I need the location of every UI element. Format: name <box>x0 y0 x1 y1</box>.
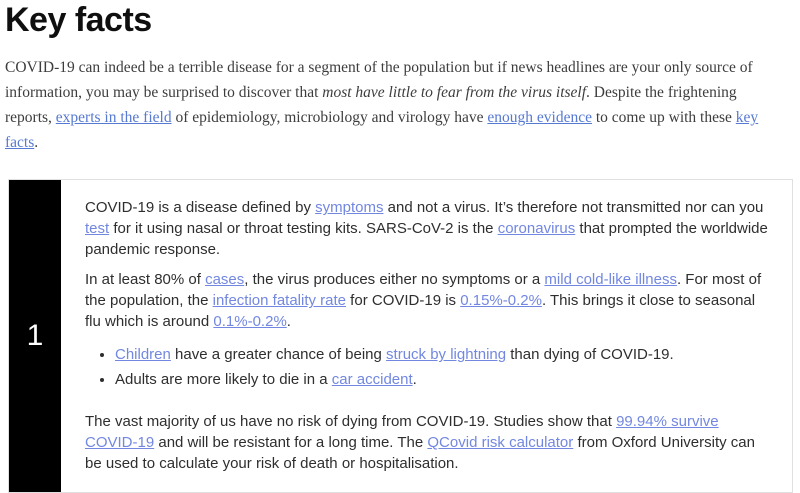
text-run: from Oxford University can be used to calculate your risk of death or hospitalisation. <box>85 434 755 473</box>
paragraph-symptoms <box>85 197 768 260</box>
text-run: . <box>34 134 39 152</box>
text-run: In at least 80% of <box>85 271 206 289</box>
inline-link[interactable]: coronavirus <box>497 220 576 238</box>
text-run: and not a virus. It’s therefore not transmitted nor can you <box>383 199 764 217</box>
text-run: for COVID-19 is <box>346 292 461 310</box>
list-item <box>115 344 768 366</box>
text-run: and will be resistant for a long time. The <box>154 434 428 452</box>
text-run: for it using nasal or throat testing kits. SARS-CoV-2 is the <box>109 220 498 238</box>
inline-link[interactable]: test <box>85 220 110 238</box>
text-run: . Despite the frightening reports, <box>5 84 737 127</box>
intro-paragraph <box>5 55 782 155</box>
text-run: . For most of the population, the <box>85 271 762 310</box>
text-run: to come up with these <box>592 109 736 127</box>
page <box>0 2 800 493</box>
section-number-badge <box>9 180 61 492</box>
paragraph-closing <box>85 411 768 474</box>
text-run: The vast majority of us have no risk of dying from COVID-19. Studies show that <box>85 413 617 431</box>
text-run: COVID-19 is a disease defined by <box>85 199 316 217</box>
keyfact-section-1 <box>8 179 793 493</box>
text-run: COVID-19 can indeed be a terrible disease for a segment of the population but if news headlines are your only source of information, you may be surprised to discover that <box>5 59 753 102</box>
text-run: of epidemiology, microbiology and virology have <box>171 109 488 127</box>
page-title: Key facts <box>5 1 152 39</box>
inline-link[interactable]: mild cold-like illness <box>544 271 677 289</box>
text-run: have a greater chance of being <box>170 346 387 364</box>
inline-link[interactable]: car accident <box>331 371 413 389</box>
inline-link[interactable]: experts in the field <box>55 109 172 127</box>
inline-link[interactable]: 99.94% survive COVID-19 <box>85 413 719 452</box>
paragraph-fatality-rate <box>85 269 768 332</box>
text-run: that prompted the worldwide pandemic response. <box>85 220 768 259</box>
section-number: 1 <box>26 319 44 353</box>
inline-link[interactable]: symptoms <box>315 199 384 217</box>
bullet-list <box>85 344 768 391</box>
text-run: . <box>412 371 417 389</box>
text-run: Adults are more likely to die in a <box>115 371 332 389</box>
inline-link[interactable]: Children <box>115 346 171 364</box>
inline-link[interactable]: 0.15%-0.2% <box>460 292 542 310</box>
text-run: than dying of COVID-19. <box>506 346 674 364</box>
list-item <box>115 369 768 391</box>
section-content <box>61 180 792 492</box>
inline-link[interactable]: enough evidence <box>487 109 592 127</box>
inline-link[interactable]: cases <box>205 271 245 289</box>
text-run: , the virus produces either no symptoms or a <box>244 271 545 289</box>
inline-link[interactable]: key facts <box>5 109 759 152</box>
text-run: . This brings it close to seasonal flu which is around <box>85 292 756 331</box>
text-run: . <box>286 313 291 331</box>
emphasized-text: most have little to fear from the virus itself <box>322 84 587 102</box>
inline-link[interactable]: infection fatality rate <box>212 292 347 310</box>
inline-link[interactable]: QCovid risk calculator <box>427 434 574 452</box>
inline-link[interactable]: 0.1%-0.2% <box>213 313 287 331</box>
inline-link[interactable]: struck by lightning <box>386 346 507 364</box>
